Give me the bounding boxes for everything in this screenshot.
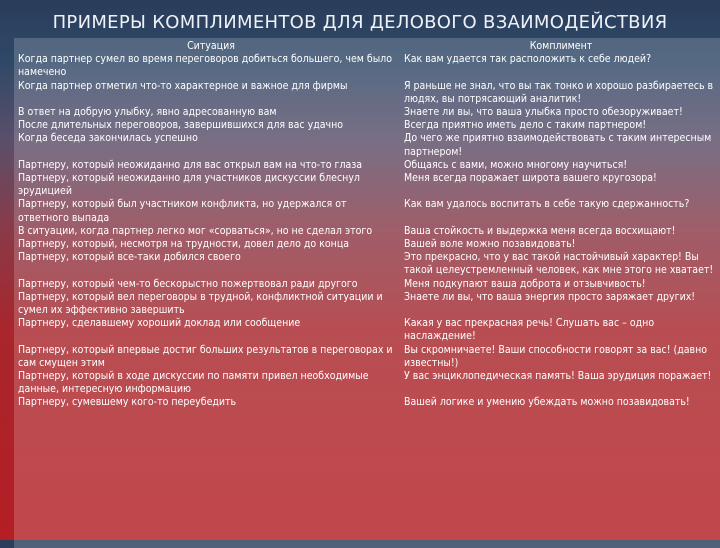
compliment-cell: Как вам удалось воспитать в себе такую сдержанность? bbox=[404, 198, 690, 211]
table-row bbox=[18, 172, 718, 198]
compliment-cell: Вашей логике и умению убеждать можно позавидовать! bbox=[404, 396, 690, 409]
header-situation: Ситуация bbox=[187, 40, 235, 52]
compliment-cell: До чего же приятно взаимодействовать с таким интересным партнером! bbox=[404, 132, 712, 158]
compliment-cell: Ваша стойкость и выдержка меня всегда восхищают! bbox=[404, 224, 676, 237]
compliment-cell: Знаете ли вы, что ваша улыбка просто обезоруживает! bbox=[404, 106, 683, 119]
compliment-cell: Какая у вас прекрасная речь! Слушать вас – одно наслаждение! bbox=[404, 317, 655, 343]
table-row bbox=[18, 132, 718, 158]
situation-cell: Партнеру, который, несмотря на трудности, довел дело до конца bbox=[18, 238, 350, 251]
table-row bbox=[18, 317, 718, 343]
table-body bbox=[18, 53, 718, 409]
situation-cell: Партнеру, который в ходе дискуссии по памяти привел необходимые данные, интересную информацию bbox=[18, 370, 369, 396]
compliments-table bbox=[18, 40, 718, 540]
situation-cell: Партнеру, который неожиданно для участников дискуссии блеснул эрудицией bbox=[18, 172, 360, 198]
table-row bbox=[18, 53, 718, 79]
compliment-cell: Всегда приятно иметь дело с таким партнером! bbox=[404, 119, 647, 132]
page-title: ПРИМЕРЫ КОМПЛИМЕНТОВ ДЛЯ ДЕЛОВОГО ВЗАИМОДЕЙСТВИЯ bbox=[52, 12, 668, 33]
table-row bbox=[18, 119, 718, 132]
table-row bbox=[18, 225, 718, 238]
situation-cell: Партнеру, который был участником конфликта, но удержался от ответного выпада bbox=[18, 198, 347, 224]
situation-cell: Партнеру, который чем-то бескорыстно пожертвовал ради другого bbox=[18, 277, 358, 290]
compliment-cell: Я раньше не знал, что вы так тонко и хорошо разбираетесь в людях, вы потрясающий аналитик! bbox=[404, 79, 714, 105]
table-header bbox=[18, 40, 718, 53]
compliment-cell: Меня подкупают ваша доброта и отзывчивость! bbox=[404, 277, 646, 290]
compliment-cell: Вы скромничаете! Ваши способности говорят за вас! (давно известны!) bbox=[404, 343, 708, 369]
compliment-cell: Как вам удается так расположить к себе людей? bbox=[404, 53, 652, 66]
table-row bbox=[18, 238, 718, 251]
situation-cell: Когда партнер сумел во время переговоров добиться большего, чем было намечено bbox=[18, 53, 392, 79]
situation-cell: В ответ на добрую улыбку, явно адресованную вам bbox=[18, 106, 277, 119]
table-row bbox=[18, 198, 718, 224]
situation-cell: Когда беседа закончилась успешно bbox=[18, 132, 198, 145]
situation-cell: Партнеру, который все-таки добился своего bbox=[18, 251, 241, 264]
compliment-cell: Это прекрасно, что у вас такой настойчивый характер! Вы такой целеустремленный человек, как мне этого не хватает! bbox=[404, 251, 714, 277]
table-row bbox=[18, 396, 718, 409]
table-row bbox=[18, 291, 718, 317]
situation-cell: После длительных переговоров, завершившихся для вас удачно bbox=[18, 119, 344, 132]
compliment-cell: Вашей воле можно позавидовать! bbox=[404, 238, 576, 251]
header-compliment: Комплимент bbox=[529, 40, 593, 52]
table-row bbox=[18, 251, 718, 277]
situation-cell: Партнеру, который впервые достиг больших результатов в переговорах и сам смущен этим bbox=[18, 343, 393, 369]
compliment-cell: Меня всегда поражает широта вашего кругозора! bbox=[404, 172, 657, 185]
situation-cell: Партнеру, сумевшему кого-то переубедить bbox=[18, 396, 237, 409]
table-row bbox=[18, 80, 718, 106]
situation-cell: Партнеру, который неожиданно для вас открыл вам на что-то глаза bbox=[18, 158, 363, 171]
table-row bbox=[18, 159, 718, 172]
situation-cell: Партнеру, сделавшему хороший доклад или сообщение bbox=[18, 317, 301, 330]
situation-cell: Партнеру, который вел переговоры в трудной, конфликтной ситуации и сумел их эффективно завершить bbox=[18, 290, 383, 317]
situation-cell: Когда партнер отметил что-то характерное и важное для фирмы bbox=[18, 79, 348, 92]
compliment-cell: У вас энциклопедическая память! Ваша эрудиция поражает! bbox=[404, 370, 712, 383]
compliment-cell: Знаете ли вы, что ваша энергия просто заряжает других! bbox=[404, 290, 696, 303]
table-row bbox=[18, 344, 718, 370]
table-row bbox=[18, 370, 718, 396]
table-row bbox=[18, 106, 718, 119]
compliment-cell: Общаясь с вами, можно многому научиться! bbox=[404, 158, 628, 171]
situation-cell: В ситуации, когда партнер легко мог «сорваться», но не сделал этого bbox=[18, 224, 373, 237]
table-row bbox=[18, 278, 718, 291]
